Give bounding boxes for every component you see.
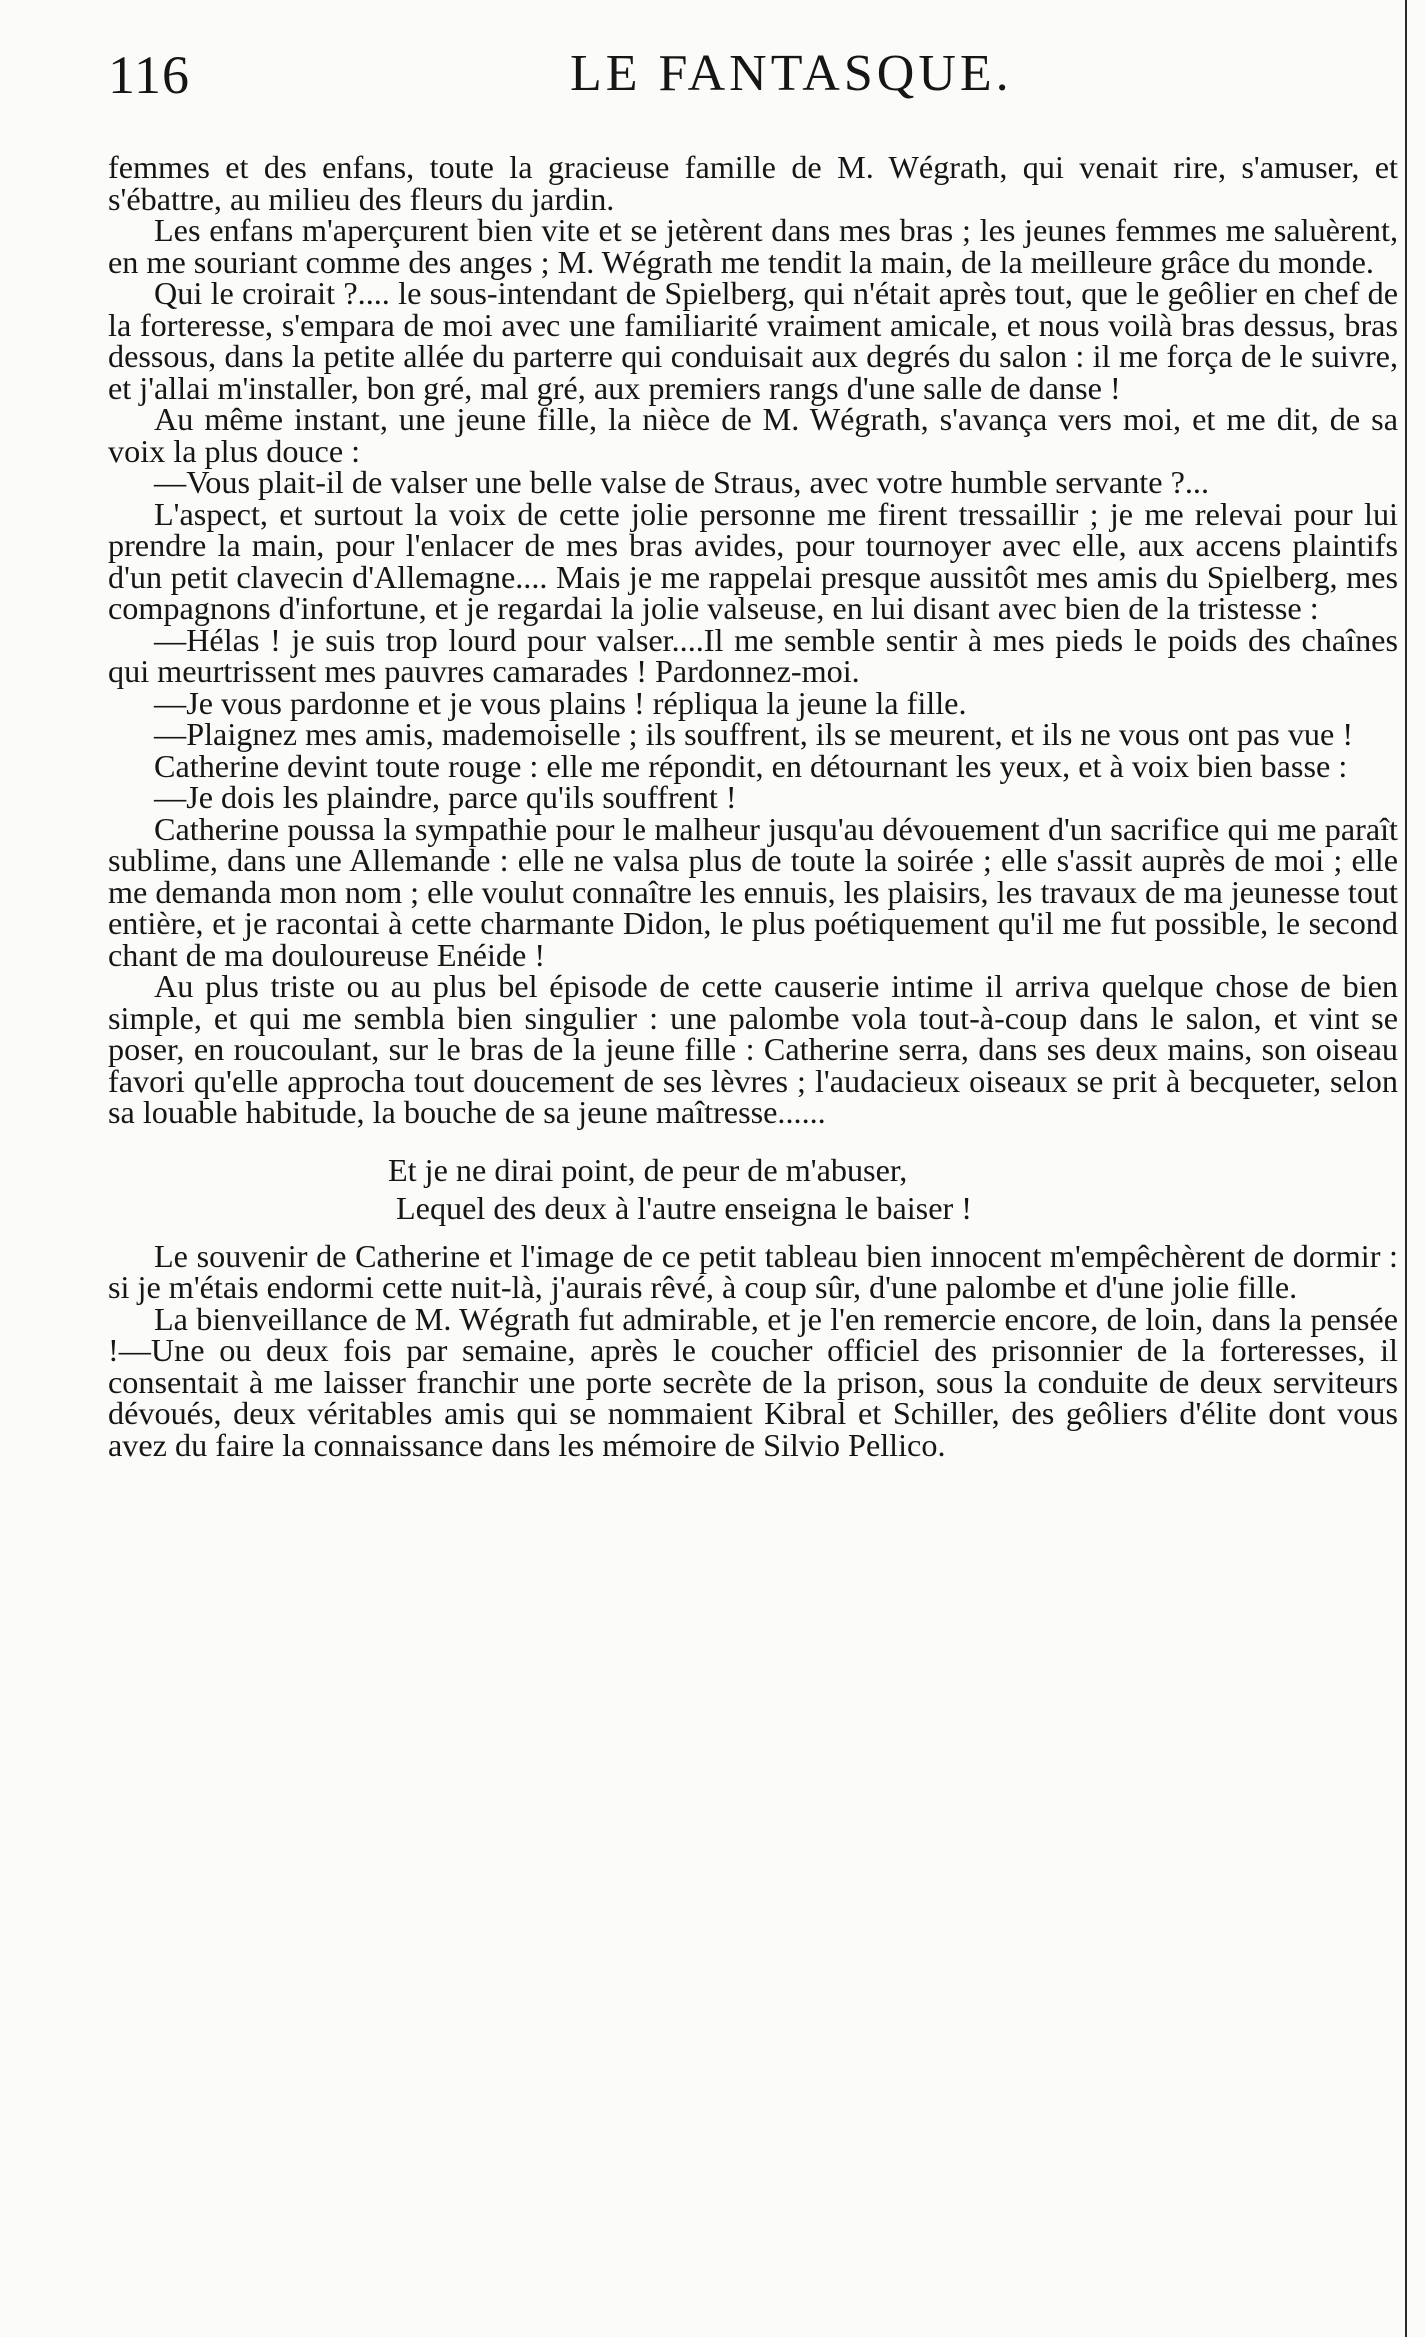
paragraph: Catherine poussa la sympathie pour le malheur jusqu'au dévouement d'un sacrifice qui me paraît sublime, dans une Allemande : elle ne valsa plus de toute la soirée ; elle s'assit auprès de moi ; elle me demanda mon nom ; elle voulut connaître les ennuis, les plaisirs, les travaux de ma jeunesse tout entière, et je racontai à cette charmante Didon, le plus poétiquement qu'il me fut possible, le second chant de ma douloureuse Enéide ! <box>108 810 1398 973</box>
paragraph: Les enfans m'aperçurent bien vite et se jetèrent dans mes bras ; les jeunes femmes me saluèrent, en me souriant comme des anges ; M. Wégrath me tendit la main, de la meilleure grâce du monde. <box>108 212 1398 280</box>
paragraph: Qui le croirait ?.... le sous-intendant de Spielberg, qui n'était après tout, que le geôlier en chef de la forteresse, s'empara de moi avec une familiarité vraiment amicale, et nous voilà bras dessus, bras dessous, dans la petite allée du parterre qui conduisait aux degrés du salon : il me força de le suivre, et j'allai m'installer, bon gré, mal gré, aux premiers rangs d'une salle de danse ! <box>108 275 1398 406</box>
paragraph: L'aspect, et surtout la voix de cette jolie personne me firent tressaillir ; je me relevai pour lui prendre la main, pour l'enlacer de mes bras avides, pour tournoyer avec elle, aux accens plaintifs d'un petit clavecin d'Allemagne.... Mais je me rappelai presque aussitôt mes amis du Spielberg, mes compagnons d'infortune, et je regardai la jolie valseuse, en lui disant avec bien de la tristesse : <box>108 495 1398 626</box>
paragraph: femmes et des enfans, toute la gracieuse famille de M. Wégrath, qui venait rire, s'amuser, et s'ébattre, au milieu des fleurs du jardin. <box>108 149 1398 217</box>
verse-line: Et je ne dirai point, de peur de m'abuser, <box>388 1151 908 1188</box>
paragraph: Au même instant, une jeune fille, la nièce de M. Wégrath, s'avança vers moi, et me dit, de sa voix la plus douce : <box>108 401 1398 469</box>
verse-line: Lequel des deux à l'autre enseigna le baiser ! <box>396 1189 972 1226</box>
page-header <box>100 38 1390 108</box>
paragraph: —Plaignez mes amis, mademoiselle ; ils souffrent, ils se meurent, et ils ne vous ont pas vue ! <box>154 716 1354 752</box>
body-text <box>108 149 1398 1463</box>
paragraph: Catherine devint toute rouge : elle me répondit, en détournant les yeux, et à voix bien basse : <box>154 747 1348 784</box>
paragraph: —Vous plait-il de valser une belle valse de Straus, avec votre humble servante ?... <box>154 464 1210 500</box>
page-edge-rule <box>1405 0 1407 2337</box>
verse-quote <box>388 1151 1398 1227</box>
running-head: LE FANTASQUE. <box>570 45 1013 102</box>
paragraph: Le souvenir de Catherine et l'image de ce petit tableau bien innocent m'empêchèrent de dormir : si je m'étais endormi cette nuit-là, j'aurais rêvé, à coup sûr, d'une palombe et d'une jolie fille. <box>108 1237 1398 1305</box>
paragraph: Au plus triste ou au plus bel épisode de cette causerie intime il arriva quelque chose de bien simple, et qui me sembla bien singulier : une palombe vola tout-à-coup dans le salon, et vint se poser, en roucoulant, sur le bras de la jeune fille : Catherine serra, dans ses deux mains, son oiseau favori qu'elle approcha tout doucement de ses lèvres ; l'audacieux oiseaux se prit à becqueter, selon sa louable habitude, la bouche de sa jeune maîtresse...... <box>108 968 1398 1130</box>
paragraph: —Je vous pardonne et je vous plains ! répliqua la jeune la fille. <box>154 684 967 721</box>
paragraph: La bienveillance de M. Wégrath fut admirable, et je l'en remercie encore, de loin, dans la pensée !—Une ou deux fois par semaine, après le coucher officiel des prisonnier de la forteresses, il consentait à me laisser franchir une porte secrète de la prison, sous la conduite de deux serviteurs dévoués, deux véritables amis qui se nommaient Kibral et Schiller, des geôliers d'élite dont vous avez du faire la connaissance dans les mémoire de Silvio Pellico. <box>108 1300 1398 1463</box>
paragraph: —Je dois les plaindre, parce qu'ils souffrent ! <box>154 779 737 815</box>
paragraph: —Hélas ! je suis trop lourd pour valser....Il me semble sentir à mes pieds le poids des chaînes qui meurtrissent mes pauvres camarades ! Pardonnez-moi. <box>108 621 1398 689</box>
page-number: 116 <box>108 45 190 105</box>
